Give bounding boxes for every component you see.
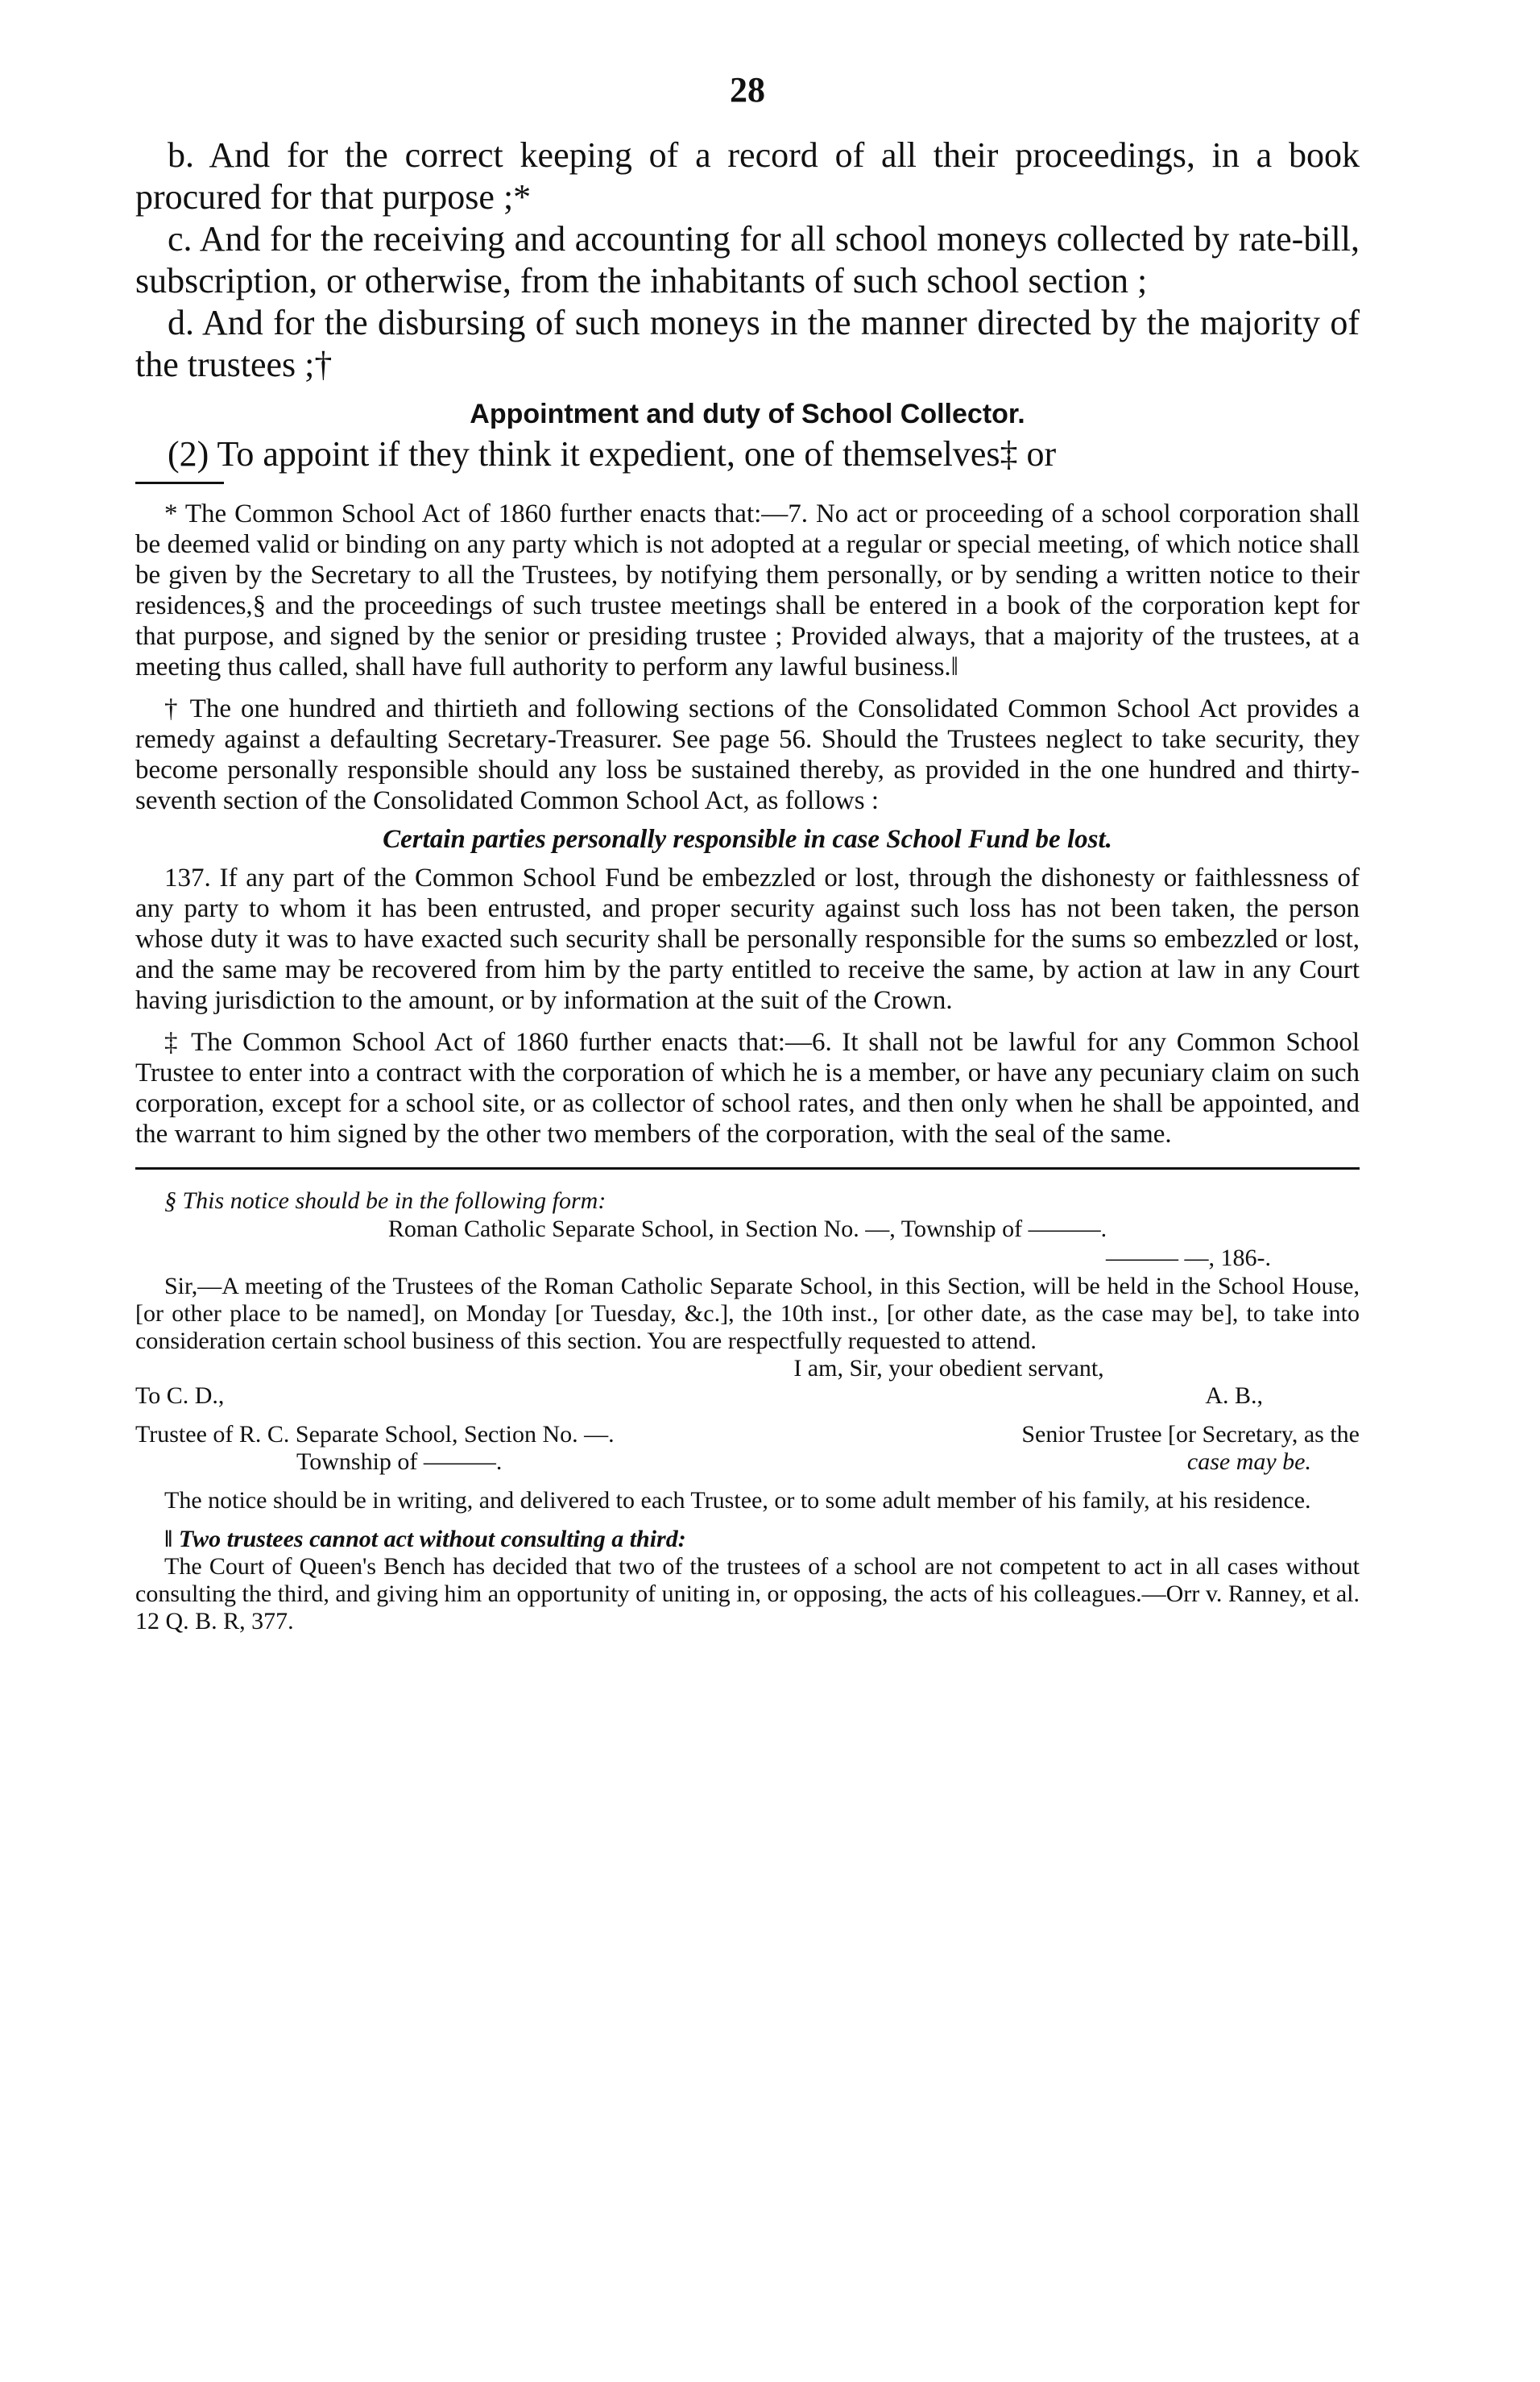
main-text [135, 135, 1360, 475]
page-number: 28 [730, 70, 765, 110]
footnotes [135, 499, 1360, 1150]
document-page [135, 69, 1360, 1635]
paragraph-c: c. And for the receiving and accounting for all school moneys collected by rate-bill, subscription, or otherwise, from the inhabitants of such school section ; [135, 219, 1360, 300]
note-two-trustees-body: The Court of Queen's Bench has decided that two of the trustees of a school are not competent to act in all cases without consulting the third, and giving him an opportunity of uniting in, or opposing, the acts of his colleagues.—Orr v. Ranney, et al. 12 Q. B. R, 377. [135, 1553, 1360, 1634]
footnote-section-137: 137. If any part of the Common School Fund be embezzled or lost, through the dishonesty or faithlessness of any party to whom it has been entrusted, and proper security against such loss has not been taken, the person whose duty it was to have exacted such security shall be personally responsible for the sums so embezzled or lost, and the same may be recovered from him by the party entitled to receive the same, by action at law in any Court having jurisdiction to the amount, or by information at the suit of the Crown. [135, 864, 1360, 1015]
footnote-dagger: † The one hundred and thirtieth and following sections of the Consolidated Common School Act provides a remedy against a defaulting Secretary-Treasurer. See page 56. Should the Trustees neglect to take security, they become personally responsible should any loss be sustained thereby, as provided in the one hundred and thirty-seventh section of the Consolidated Common School Act, as follows : [135, 694, 1360, 815]
section-heading: Appointment and duty of School Collector. [470, 399, 1025, 429]
form-trustee-row [135, 1421, 1360, 1448]
form-to: To C. D., [135, 1382, 225, 1409]
form-from: A. B., [1205, 1382, 1263, 1409]
form-rule [135, 1167, 1360, 1170]
form-delivery: The notice should be in writing, and delivered to each Trustee, or to some adult member of his family, at his residence. [164, 1487, 1311, 1514]
footnote-dagger-heading: Certain parties personally responsible in case School Fund be lost. [383, 825, 1112, 854]
form-body: Sir,—A meeting of the Trustees of the Roman Catholic Separate School, in this Section, will be held in the School House, [or other place to be named], on Monday [or Tuesday, &c.], the 10th inst., [or other date, as the case may be], to take into consideration certain school business of this section. You are respectfully requested to attend. [135, 1273, 1360, 1354]
paragraph-2: (2) To appoint if they think it expedient, one of themselves‡ or [168, 434, 1057, 474]
form-trustee-right: Senior Trustee [or Secretary, as the [1021, 1421, 1360, 1448]
form-closing: I am, Sir, your obedient servant, [793, 1355, 1104, 1382]
footnote-rule [135, 482, 224, 484]
footnote-double-dagger: ‡ The Common School Act of 1860 further enacts that:—6. It shall not be lawful for any Common School Trustee to enter into a contract with the corporation of which he is a member, or have any pecuniary claim on such corporation, except for a school site, or as collector of school rates, and then only when he shall be appointed, and the warrant to him signed by the other two members of the corporation, with the seal of the same. [135, 1028, 1360, 1149]
paragraph-b: b. And for the correct keeping of a record of all their proceedings, in a book procured for that purpose ;* [135, 135, 1360, 217]
form-township-left: Township of ———. [296, 1448, 503, 1475]
notice-form [135, 1187, 1360, 1635]
form-intro: § This notice should be in the following form: [164, 1187, 606, 1214]
form-date: ——— —, 186-. [1106, 1245, 1271, 1271]
form-trustee-left: Trustee of R. C. Separate School, Section No. —. [135, 1421, 615, 1448]
footnote-asterisk: * The Common School Act of 1860 further enacts that:—7. No act or proceeding of a school corporation shall be deemed valid or binding on any party which is not adopted at a regular or special meeting, of which notice shall be given by the Secretary to all the Trustees, by notifying them personally, or by sending a written notice to their residences,§ and the proceedings of such trustee meetings shall be entered in a book of the corporation kept for that purpose, and signed by the senior or presiding trustee ; Provided always, that a majority of the trustees, at a meeting thus called, shall have full authority to perform any lawful business.‖ [135, 499, 1360, 681]
form-to-from-row [135, 1382, 1360, 1410]
paragraph-d: d. And for the disbursing of such moneys in the manner directed by the majority of the trustees ;† [135, 303, 1360, 384]
form-header: Roman Catholic Separate School, in Section No. —, Township of ———. [387, 1216, 1107, 1242]
note-two-trustees-heading: ‖ Two trustees cannot act without consulting a third: [164, 1526, 686, 1552]
form-township-row [135, 1448, 1360, 1476]
form-township-right: case may be. [1186, 1448, 1311, 1475]
